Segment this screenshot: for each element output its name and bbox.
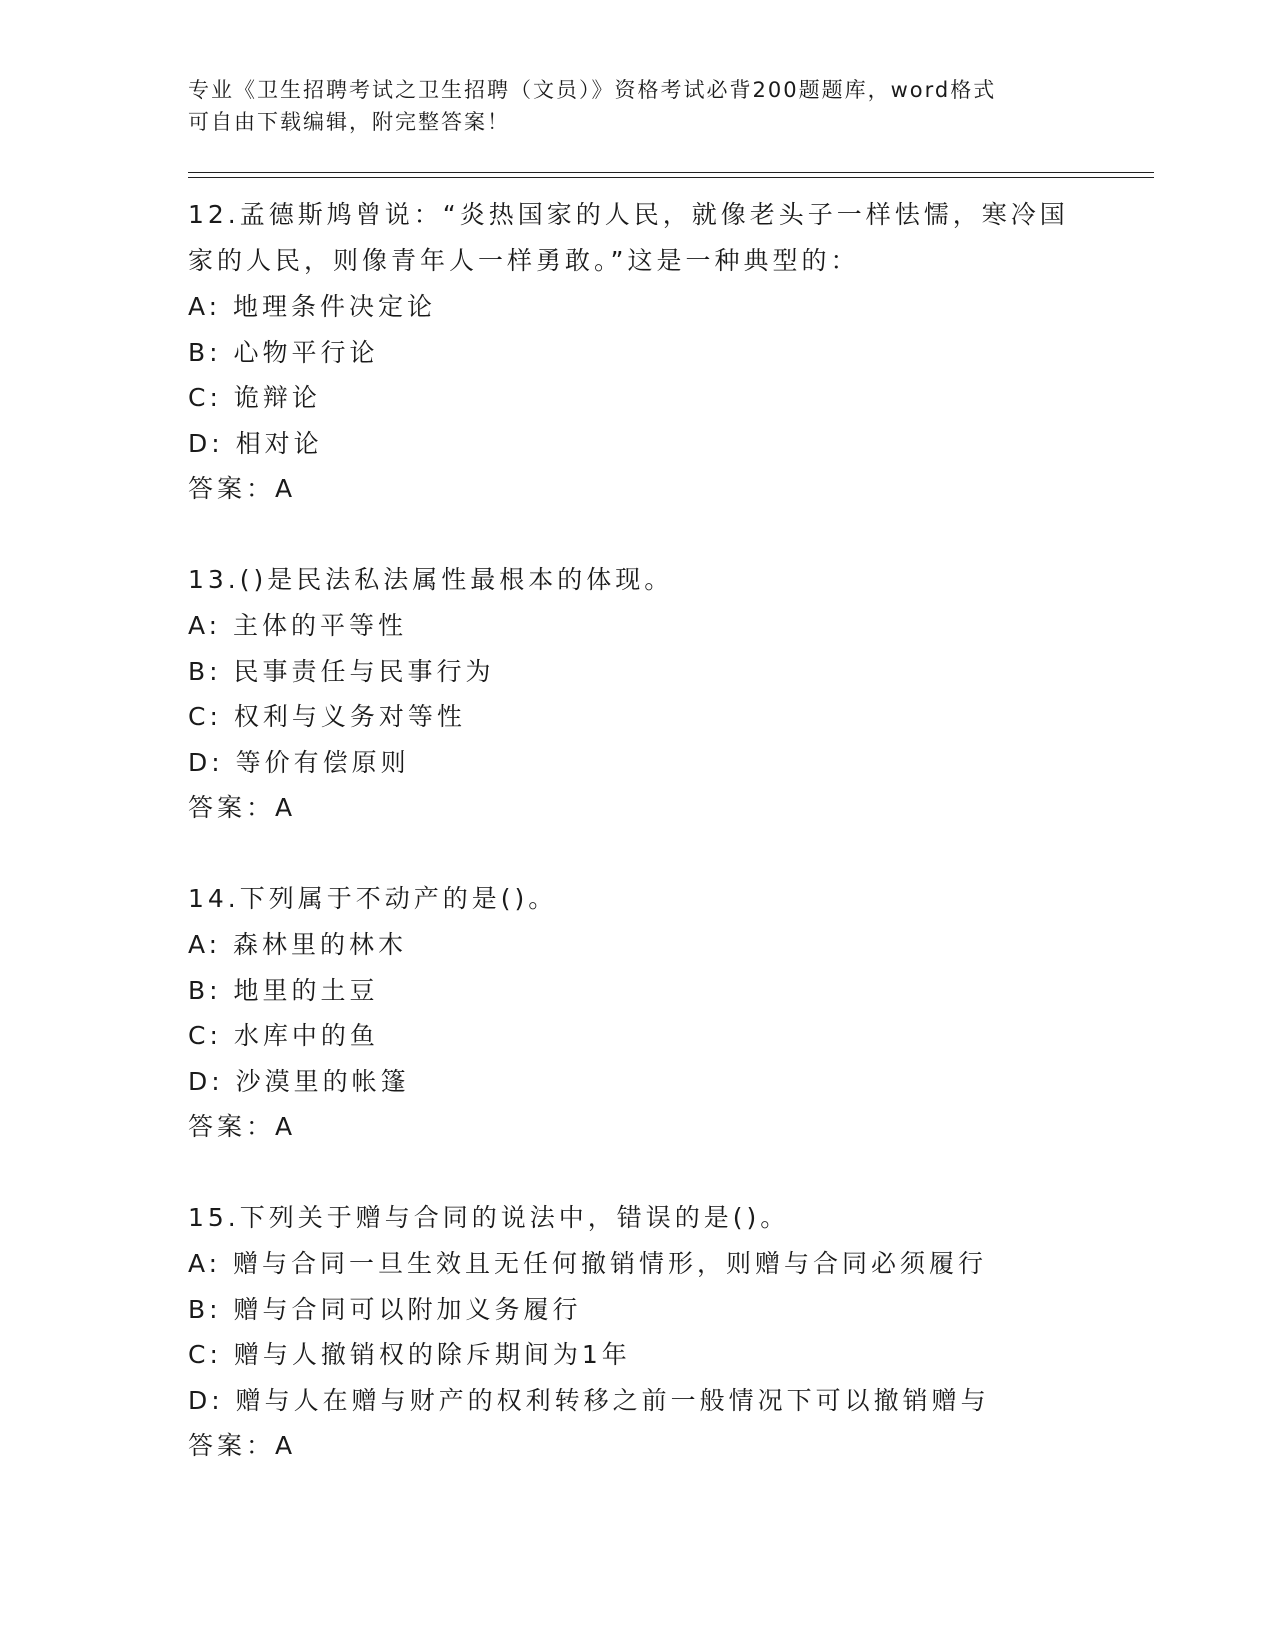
question-14 (188, 876, 1088, 1150)
question-stem: 15.下列关于赠与合同的说法中，错误的是()。 (188, 1203, 790, 1232)
option-text: 相对论 (235, 428, 323, 458)
option-b (188, 330, 1088, 376)
answer: 答案：A (188, 1112, 297, 1141)
header-divider-top (188, 172, 1154, 173)
option-text: 赠与人在赠与财产的权利转移之前一般情况下可以撤销赠与 (235, 1385, 990, 1415)
option-c (188, 375, 1088, 421)
option-text: 心物平行论 (233, 337, 379, 367)
option-d (188, 421, 1088, 467)
option-text: 诡辩论 (233, 383, 321, 412)
option-text: 森林里的林木 (233, 930, 408, 959)
question-list (188, 192, 1088, 1514)
option-c (188, 1013, 1088, 1059)
answer: 答案：A (188, 793, 297, 822)
option-a (188, 1241, 1088, 1287)
option-key: B: (188, 337, 222, 367)
option-text: 主体的平等性 (233, 611, 408, 640)
option-key: A: (188, 611, 222, 640)
document-header (188, 74, 1068, 138)
option-key: A: (188, 1249, 222, 1278)
option-key: C: (188, 702, 222, 731)
question-13 (188, 557, 1088, 831)
option-key: D: (188, 1066, 224, 1096)
option-key: D: (188, 747, 224, 777)
option-key: B: (188, 656, 222, 686)
option-text: 地理条件决定论 (233, 292, 437, 321)
option-key: C: (188, 383, 222, 412)
option-text: 民事责任与民事行为 (233, 656, 495, 686)
option-c (188, 694, 1088, 740)
option-b (188, 649, 1088, 695)
option-text: 赠与合同一旦生效且无任何撤销情形，则赠与合同必须履行 (233, 1249, 988, 1278)
option-text: 权利与义务对等性 (233, 702, 466, 731)
answer: 答案：A (188, 474, 297, 503)
option-key: A: (188, 930, 222, 959)
option-key: D: (188, 1385, 224, 1415)
option-a (188, 603, 1088, 649)
option-a (188, 922, 1088, 968)
option-d (188, 740, 1088, 786)
option-d (188, 1378, 1088, 1424)
header-line-2: 可自由下载编辑，附完整答案！ (188, 110, 510, 134)
option-text: 等价有偿原则 (235, 747, 410, 777)
question-stem: 13.()是民法私法属性最根本的体现。 (188, 565, 674, 594)
option-c (188, 1332, 1088, 1378)
option-b (188, 968, 1088, 1014)
option-text: 水库中的鱼 (233, 1021, 379, 1050)
option-key: B: (188, 1294, 222, 1324)
option-key: D: (188, 428, 224, 458)
option-key: A: (188, 292, 222, 321)
option-a (188, 284, 1088, 330)
question-stem: 14.下列属于不动产的是()。 (188, 884, 558, 913)
answer: 答案：A (188, 1431, 297, 1460)
question-12 (188, 192, 1088, 512)
option-key: C: (188, 1340, 222, 1369)
header-line-1: 专业《卫生招聘考试之卫生招聘（文员）》资格考试必背200题题库，word格式 (188, 78, 997, 102)
question-15 (188, 1195, 1088, 1469)
option-d (188, 1059, 1088, 1105)
option-text: 赠与合同可以附加义务履行 (233, 1294, 582, 1324)
option-b (188, 1287, 1088, 1333)
option-key: C: (188, 1021, 222, 1050)
option-text: 地里的土豆 (233, 975, 379, 1005)
question-stem: 12.孟德斯鸠曾说：“炎热国家的人民，就像老头子一样怯懦，寒冷国家的人民，则像青年人一样勇敢。”这是一种典型的： (188, 200, 1069, 275)
option-text: 沙漠里的帐篷 (235, 1066, 410, 1096)
header-divider-bottom (188, 177, 1154, 178)
option-key: B: (188, 975, 222, 1005)
option-text: 赠与人撤销权的除斥期间为1年 (233, 1340, 631, 1369)
